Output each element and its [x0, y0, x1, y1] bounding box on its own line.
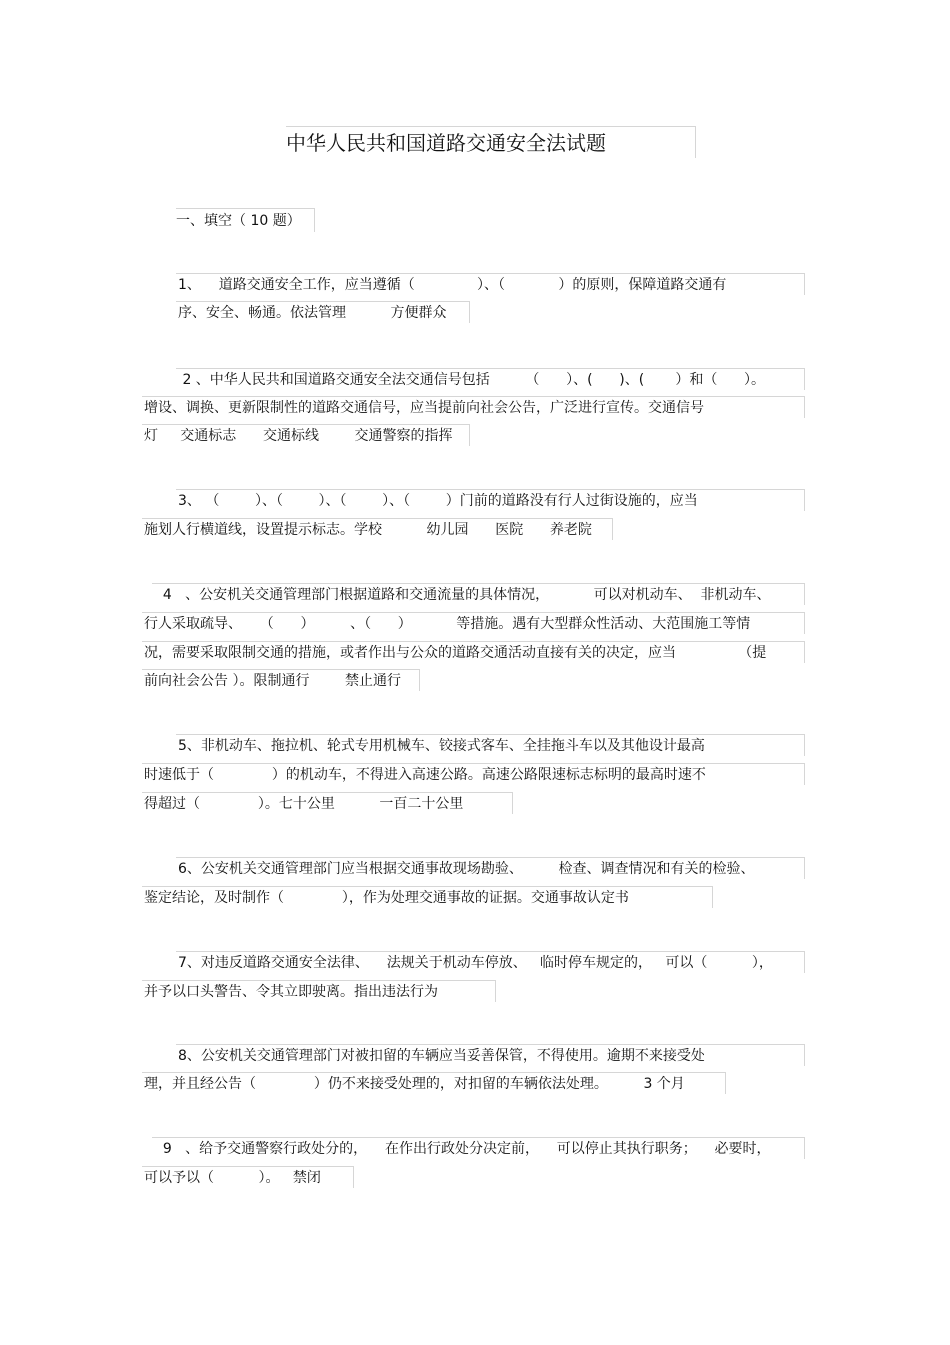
question-4-line-4: 前向社会公告 ）。限制通行 禁止通行	[142, 669, 420, 691]
question-7-line-1: 7、对违反道路交通安全法律、 法规关于机动车停放、 临时停车规定的， 可以（ ），	[176, 951, 805, 973]
question-8-line-2: 理，并且经公告（ ）仍不来接受处理的，对扣留的车辆依法处理。 3 个月	[142, 1072, 726, 1094]
question-9-line-1: 9 、给予交通警察行政处分的， 在作出行政处分决定前， 可以停止其执行职务； 必要时，	[152, 1137, 805, 1159]
question-5-line-1: 5、非机动车、拖拉机、轮式专用机械车、铰接式客车、全挂拖斗车以及其他设计最高	[176, 734, 805, 756]
question-4-line-1: 4 、公安机关交通管理部门根据道路和交通流量的具体情况， 可以对机动车、 非机动车、	[152, 583, 805, 605]
question-4-line-2: 行人采取疏导、 （ ） 、（ ） 等措施。遇有大型群众性活动、大范围施工等情	[142, 612, 805, 634]
question-5-line-3: 得超过（ ）。七十公里 一百二十公里	[142, 792, 513, 814]
question-2-line-3: 灯 交通标志 交通标线 交通警察的指挥	[142, 424, 470, 446]
question-2-line-2: 增设、调换、更新限制性的道路交通信号，应当提前向社会公告，广泛进行宣传。交通信号	[142, 396, 805, 418]
question-2-line-1: 2 、中华人民共和国道路交通安全法交通信号包括 （ ）、( )、( ）和（ ）。	[176, 368, 805, 390]
question-3-line-2: 施划人行横道线，设置提示标志。学校 幼儿园 医院 养老院	[142, 518, 613, 540]
question-8-line-1: 8、公安机关交通管理部门对被扣留的车辆应当妥善保管，不得使用。逾期不来接受处	[176, 1044, 805, 1066]
section-heading: 一、填空（ 10 题）	[176, 208, 315, 232]
question-6-line-2: 鉴定结论，及时制作（ ），作为处理交通事故的证据。交通事故认定书	[142, 886, 713, 908]
question-3-line-1: 3、 （ ）、（ ）、（ ）、（ ）门前的道路没有行人过街设施的，应当	[176, 489, 805, 511]
question-9-line-2: 可以予以（ ）。 禁闭	[142, 1166, 354, 1188]
question-1-line-1: 1、 道路交通安全工作，应当遵循（ ）、（ ）的原则，保障道路交通有	[176, 273, 805, 295]
page-title: 中华人民共和国道路交通安全法试题	[286, 126, 696, 158]
question-7-line-2: 并予以口头警告、令其立即驶离。指出违法行为	[142, 980, 496, 1002]
question-6-line-1: 6、公安机关交通管理部门应当根据交通事故现场勘验、 检查、调查情况和有关的检验、	[176, 857, 805, 879]
question-5-line-2: 时速低于（ ）的机动车，不得进入高速公路。高速公路限速标志标明的最高时速不	[142, 763, 805, 785]
question-1-line-2: 序、安全、畅通。依法管理 方便群众	[176, 301, 470, 323]
question-4-line-3: 况，需要采取限制交通的措施，或者作出与公众的道路交通活动直接有关的决定，应当 （提	[142, 641, 805, 663]
